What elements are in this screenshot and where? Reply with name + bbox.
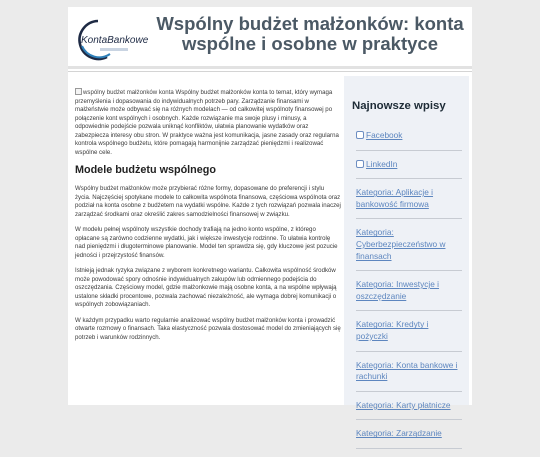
paragraph: W każdym przypadku warto regularnie analizować wspólny budżet małżonków konta i prowadzić otwarte rozmowy o finansach. Taka elastyczność pozwala dostosować model do zmieniających się potrzeb i warunków rodzinnych. <box>75 316 341 341</box>
paragraph: W modelu pełnej wspólnoty wszystkie dochody trafiają na jedno konto wspólne, z którego opłacane są zarówno codzienne wydatki, jak i większe inwestycje rodzinne. To ułatwia kontrolę nad pieniędzmi i długoterminowe planowanie. Model ten sprawdza się, gdy kluczowe jest pozucie jedności i przejrzystość finansów. <box>75 226 338 259</box>
sidebar-item-inwestycje[interactable]: Kategoria: Inwestycje i oszczędzanie <box>356 279 462 311</box>
sidebar-item-label: LinkedIn <box>366 158 398 169</box>
logo-icon <box>74 18 150 60</box>
sidebar-item-facebook[interactable] <box>356 130 462 151</box>
sidebar-item-linkedin[interactable] <box>356 159 462 180</box>
article-image <box>75 89 174 96</box>
broken-image-icon <box>75 88 82 95</box>
page-container <box>68 7 472 439</box>
intro-text: Wspólny budżet małżonków konta to temat, który wymaga przemyślenia i dopasowania do indywidualnych potrzeb pary. Zarządzanie finansami w małżeństwie może odbywać się na różnych modelach — od całkowitej wspólnoty finansowej po połączenie kont wspólnych i osobnych. Każde rozwiązanie ma swoje plusy i minusy, a odpowiednie podejście pozwala uniknąć konfliktów, ułatwia planowanie wydatków oraz zabezpiecza interesy obu stron. W praktyce ważna jest komunikacja, jasne zasady oraz regularna kontrola wspólnego budżetu, które pomagają harmonijnie zarządzać pieniędzmi i realizować wspólne cele. <box>75 89 339 156</box>
paragraph: Istnieją jednak ryzyka związane z wyborem konkretnego wariantu. Całkowita wspólność środków może powodować spory odnośnie indywidualnych zakupów lub odmiennego podejścia do oszczędzania. Częściowy model, gdzie małżonkowie mają osobne konta, a na wspólne wpływają ustalone składki procentowe, pozwala zachować niezależność, ale wymaga dobrej komunikacji o wspólnych zobowiązaniach. <box>75 267 337 308</box>
logo-text: KontaBankowe <box>81 35 149 46</box>
facebook-icon <box>356 131 364 139</box>
sidebar <box>344 76 469 439</box>
article-content <box>75 88 341 349</box>
sidebar-item-konta[interactable]: Kategoria: Konta bankowe i rachunki <box>356 360 462 392</box>
article-image-alt: wspólny budżet małżonków konta <box>83 89 174 96</box>
sidebar-item-karty[interactable]: Kategoria: Karty płatnicze <box>356 400 462 421</box>
site-logo[interactable] <box>74 18 150 60</box>
page-title: Wspólny budżet małżonków: konta wspólne i osobne w praktyce <box>156 13 464 54</box>
article-intro <box>75 88 341 157</box>
site-header <box>68 7 472 64</box>
paragraph: Wspólny budżet małżonków może przybierać różne formy, dopasowane do preferencji i stylu życia. Najczęściej spotykane modele to całkowita wspólnota finansowa, częściowa wspólnota oraz podział na konta osobne z budżetem na wydatki wspólne. Każde z tych rozwiązań pozwala inaczej zarządzać środkami oraz określić zakres samodzielności finansowej w związku. <box>75 185 341 218</box>
sidebar-item-zarzadzanie[interactable]: Kategoria: Zarządzanie <box>356 428 462 449</box>
sidebar-item-aplikacje[interactable]: Kategoria: Aplikacje i bankowość firmowa <box>356 187 462 219</box>
sidebar-item-kredyty[interactable]: Kategoria: Kredyty i pożyczki <box>356 319 462 351</box>
section-heading: Modele budżetu wspólnego <box>75 164 216 176</box>
sidebar-title: Najnowsze wpisy <box>352 100 446 112</box>
header-divider-thin <box>68 71 472 72</box>
sidebar-list <box>356 130 462 457</box>
sidebar-item-label: Facebook <box>366 130 403 140</box>
sidebar-item-cyberbezpieczenstwo[interactable]: Kategoria: Cyberbezpieczeństwo w finansach <box>356 227 462 271</box>
link-icon <box>356 160 364 168</box>
header-divider <box>68 66 472 69</box>
